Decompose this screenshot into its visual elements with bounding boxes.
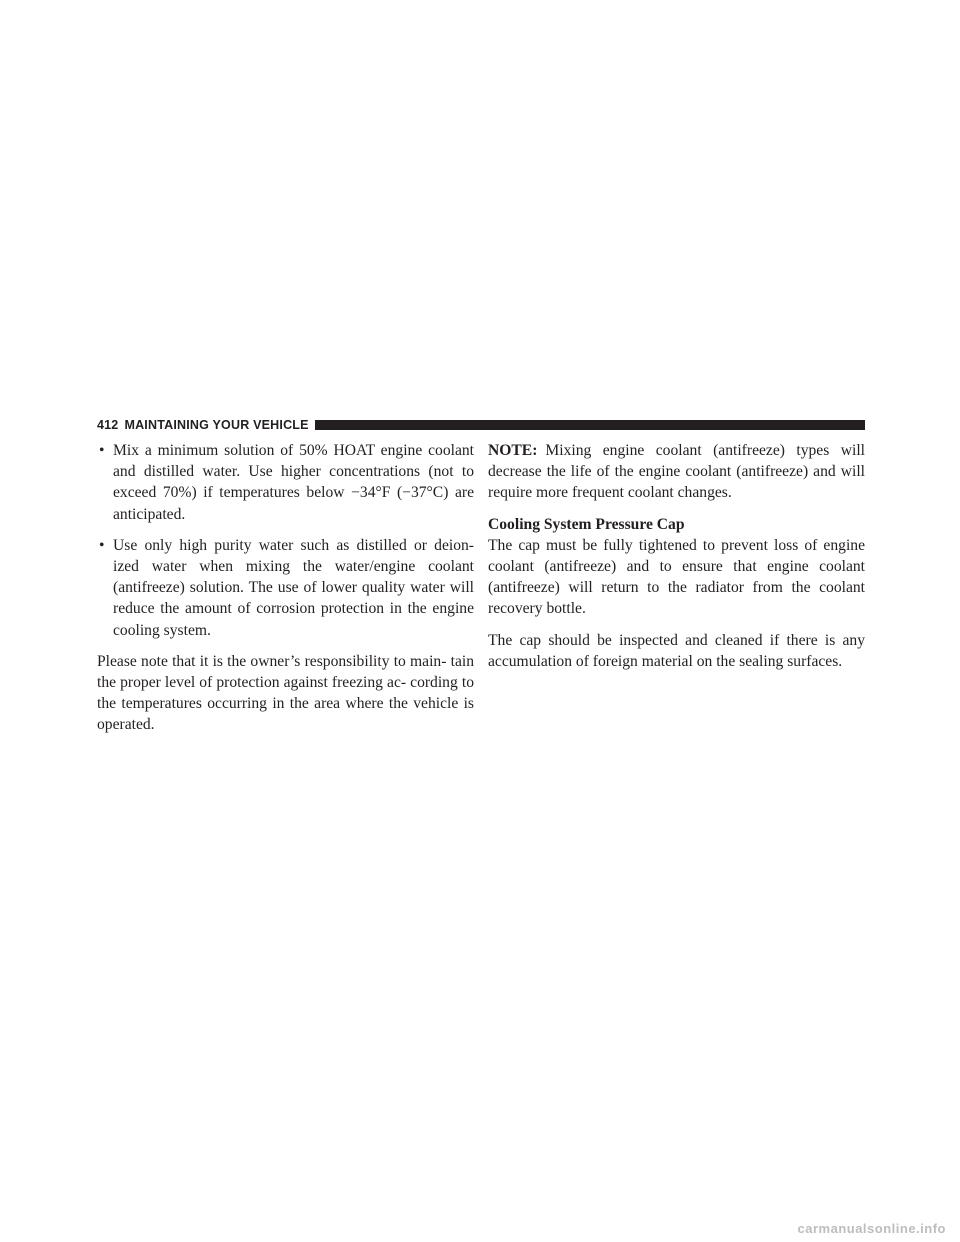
header-rule — [315, 420, 865, 430]
note-paragraph — [488, 440, 865, 504]
left-column — [97, 440, 474, 746]
section-title: MAINTAINING YOUR VEHICLE — [124, 418, 309, 432]
inspection-paragraph: The cap should be inspected and cleaned if there is any accumulation of foreign material on the sealing surfaces. — [488, 631, 865, 670]
bullet-icon: • — [99, 442, 105, 459]
owner-responsibility-paragraph: Please note that it is the owner’s responsibility to main- tain the proper level of protection against freezing ac- cording to the temperatures occurring in the area where the vehicle is operated. — [97, 652, 474, 734]
page-number: 412 — [97, 418, 119, 432]
watermark: carmanualsonline.info — [797, 1221, 946, 1236]
section-heading: Cooling System Pressure Cap — [488, 515, 685, 533]
bullet-icon: • — [99, 536, 105, 554]
note-label: NOTE: — [488, 442, 538, 459]
pressure-cap-paragraph: The cap must be fully tightened to prevent loss of engine coolant (antifreeze) and to ensure that engine coolant (antifreeze) will return to the radiator from the coolant recovery bottle. — [488, 536, 865, 618]
page-header — [97, 417, 865, 433]
right-column — [488, 440, 865, 682]
note-text: Mixing engine coolant (antifreeze) types will decrease the life of the engine coolant (antifreeze) and will require more frequent coolant changes. — [488, 442, 865, 502]
header-text — [97, 418, 309, 432]
bullet-text: Mix a minimum solution of 50% HOAT engine coolant and distilled water. Use higher concentrations (not to exceed 70%) if temperatures below −34°F (−37°C) are anticipated. — [113, 442, 474, 523]
bullet-item — [97, 535, 474, 641]
bullet-text: Use only high purity water such as distilled or deion- ized water when mixing the water/engine coolant (antifreeze) solution. The use of lower quality water will reduce the amount of corrosion protection in the engine cooling system. — [113, 536, 474, 639]
bullet-item — [97, 440, 474, 525]
